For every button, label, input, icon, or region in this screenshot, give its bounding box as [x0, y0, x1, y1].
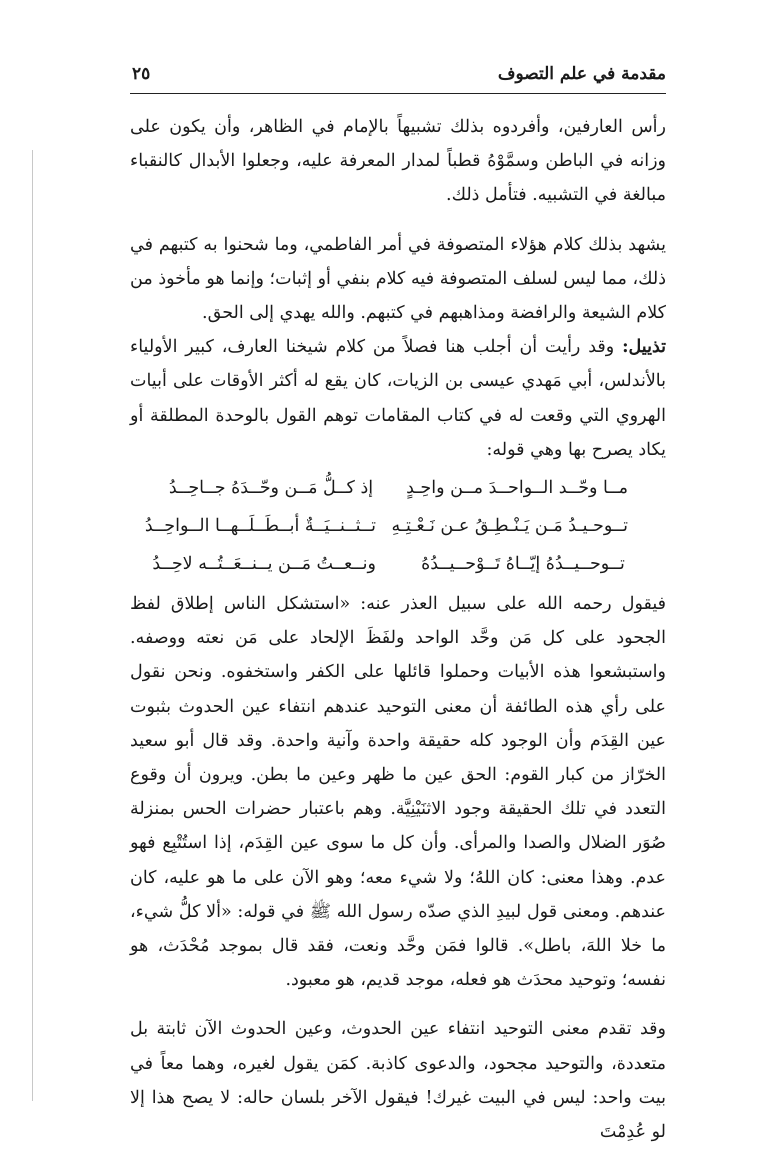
page-spine-line — [32, 150, 33, 1101]
header-rule — [130, 93, 666, 94]
poem-hemistich-first: تــوحـيـدُ مَـن يَـنْـطِـقُ عـن نَـعْـتِـهِ — [391, 516, 628, 537]
page-number: ٢٥ — [132, 64, 151, 84]
poem-verse — [130, 545, 666, 583]
poem-verse — [130, 469, 666, 507]
running-header — [130, 58, 666, 94]
paragraph-2: يشهد بذلك كلام هؤلاء المتصوفة في أمر الفاطمي، وما شحنوا به كتبهم في ذلك، مما ليس لسلف المتصوفة فيه كلام بنفي أو إثبات؛ وإنما هو مأخوذ من كلام الشيعة والرافضة ومذاهبهم في كتبهم. والله يهدي إلى الحق. — [130, 234, 666, 324]
poem-hemistich-second: ونــعــتُ مَــن يــنــعَــتُــه لاحِــدُ — [152, 554, 376, 575]
poem-hemistich-second: إذ كــلُّ مَــن وحّــدَهُ جــاحِــدُ — [168, 478, 374, 499]
paragraph-4: فيقول رحمه الله على سبيل العذر عنه: «استشكل الناس إطلاق لفظ الجحود على كل مَن وحَّد الواحد ولفَظَ الإلحاد على مَن نعته ووصفه. واستبشعوا هذه الأبيات وحملوا قائلها على الكفر واستخفوه. ونحن نقول على رأي هذه الطائفة أن معنى التوحيد عندهم انتفاء عين الحدوث بثبوت عين القِدَم وأن الوجود كله حقيقة واحدة وآنية واحدة. وقد قال أبو سعيد الخرّاز من كبار القوم: الحق عين ما ظهر وعين ما بطن. ويرون أن وقوع التعدد في تلك الحقيقة وجود الاثنَيْنِيَّة. وهم باعتبار حضرات الحس بمنزلة صُوَر الضلال والصدا والمرأى. وأن كل ما سوى عين القِدَم، إذا استُتْبِع فهو عدم. وهذا معنى: كان اللهُ؛ ولا شيء معه؛ وهو الآن على ما هو عليه، كان عندهم. ومعنى قول لبيدِ الذي صدّه رسول الله ﷺ في قوله: «ألا كلُّ شيء، ما خلا اللهَ، باطل». قالوا فمَن وحَّد ونعت، فقد قال بموجد مُحْدَث، هو نفسه؛ وتوحيد محدَث هو فعله، موجد قديم، هو معبود. — [130, 594, 666, 991]
poem-hemistich-second: تــثــنــيَــةٌ أبــطَــلَــهــا الــواحِــدُ — [144, 516, 376, 537]
poem-verse — [130, 507, 666, 545]
poem-hemistich-first: تــوحــيــدُهُ إيّــاهُ تَــوْحــيــدُهُ — [421, 554, 625, 575]
paragraph-3-text: وقد رأيت أن أجلب هنا فصلاً من كلام شيخنا العارف، كبير الأولياء بالأندلس، أبي مَهدي عيسى بن الزيات، كان يقع له أكثر الأوقات على أبيات الهروي التي وقعت له في كتاب المقامات توهم القول بالوحدة المطلقة أو يكاد يصرح بها وهي قوله: — [130, 337, 666, 460]
appendix-heading: تذييل: — [622, 337, 666, 358]
paragraph-5: وقد تقدم معنى التوحيد انتفاء عين الحدوث، وعين الحدوث الآن ثابتة بل متعددة، والتوحيد مجحود، والدعوى كاذبة. كمَن يقول لغيره، وهما معاً في بيت واحد: ليس في البيت غيرك! فيقول الآخر بلسان حاله: لا يصح هذا إلا لو عُدِمْتَ — [130, 1019, 666, 1143]
paragraph-3 — [130, 330, 666, 467]
running-header-title: مقدمة في علم التصوف — [497, 64, 666, 84]
paragraph-1: رأس العارفين، وأفردوه بذلك تشبيهاً بالإمام في الظاهر، وأن يكون على وزانه في الباطن وسمَّوْهُ قطباً لمدار المعرفة عليه، وجعلوا الأبدال كالنقباء مبالغة في التشبيه. فتأمل ذلك. — [130, 117, 666, 206]
poem-hemistich-first: مــا وحّــد الــواحــدَ مــن واحِـدٍ — [406, 478, 628, 499]
page-body — [130, 110, 666, 1149]
poem — [130, 469, 666, 583]
